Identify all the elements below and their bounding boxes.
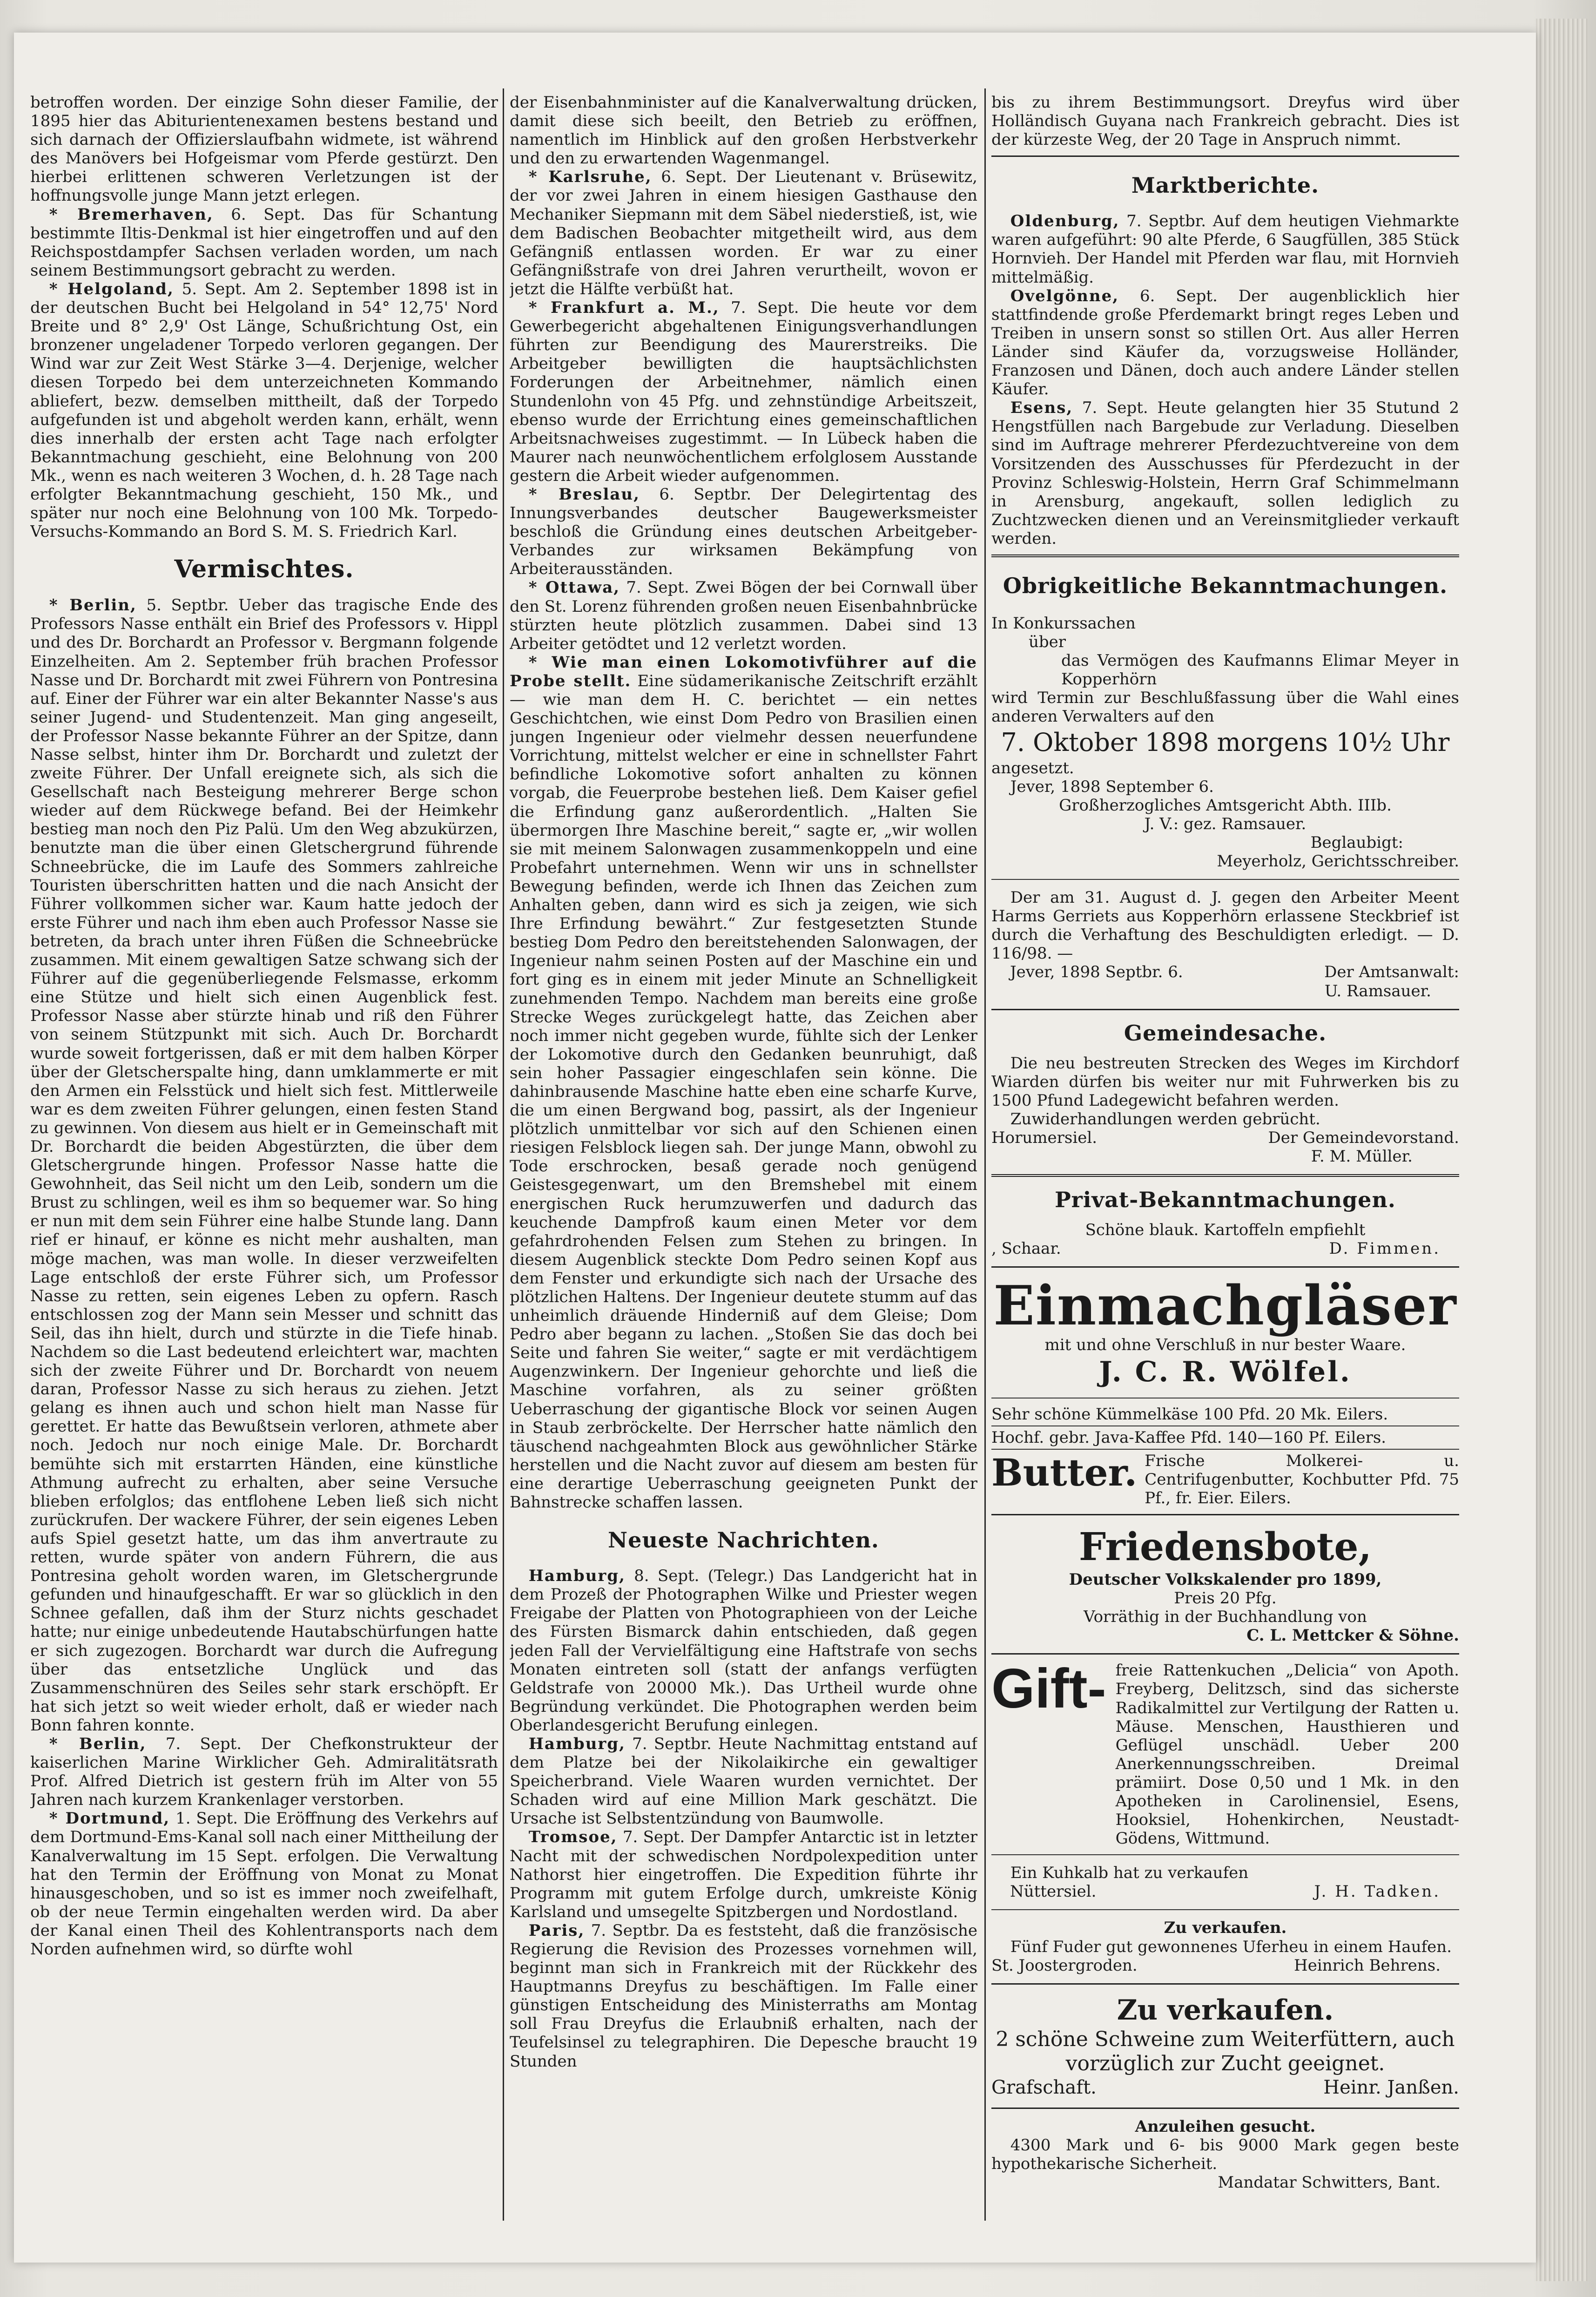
dateline: Hamburg,	[528, 1567, 626, 1586]
dateline: Paris,	[528, 1921, 585, 1940]
notice-gemeinde	[991, 1052, 1459, 1168]
ad-place: St. Joostergroden.	[991, 1956, 1138, 1975]
divider	[991, 155, 1459, 157]
notice-date: 7. Oktober 1898 morgens 10½ Uhr	[1001, 727, 1450, 757]
article-text: 7. Septbr. Heute Nachmittag entstand auf dem Platze bei der Nikolaikirche ein gewaltiger Speicherbrand. Viele Waaren wurden vernichtet. Der Schaden wird auf eine Million Mark geschätzt. Die Ursache ist Selbstentzündung von Baumwolle.	[510, 1734, 977, 1828]
column-rule-left	[503, 88, 504, 2221]
ad-friedensbote	[991, 1522, 1459, 1647]
divider	[991, 1854, 1459, 1855]
notice-line: Meyerholz, Gerichtsschreiber.	[1217, 852, 1459, 871]
divider	[991, 1009, 1459, 1010]
section-heading-obrigkeitliche: Obrigkeitliche Bekanntmachungen.	[1003, 573, 1448, 598]
article-karlsruhe	[510, 168, 977, 298]
notice-konkurs	[991, 612, 1459, 872]
notice-line: In Konkurssachen	[991, 614, 1136, 633]
dateline: * Karlsruhe,	[528, 168, 652, 187]
article-text: 6. Septbr. Der Delegirtentag des Innungsverbandes deutscher Baugewerksmeister beschloß die Gründung eines deutschen Arbeitgeber-Verbandes zur wirksamen Bekämpfung von Arbeiterausständen.	[510, 485, 977, 579]
notice-line: Großherzogliches Amtsgericht Abth. IIIb.	[1059, 796, 1392, 815]
ad-title: Zu verkaufen.	[1164, 1919, 1287, 1938]
ad-title: Zu verkaufen.	[1117, 1993, 1334, 2027]
article-title: * Wie man einen Lokomotivführer auf die Probe stellt.	[510, 653, 977, 690]
ad-name: Heinr. Janßen.	[1323, 2076, 1459, 2098]
article-hamburg	[510, 1567, 977, 1735]
ad-kuhkalb	[991, 1862, 1459, 1903]
ad-place: , Schaar.	[991, 1239, 1061, 1258]
column-rule-right	[984, 88, 986, 2221]
ad-text: 4300 Mark und 6- bis 9000 Mark gegen beste hypothekarische Sicherheit.	[991, 2135, 1459, 2173]
article-intro: bis zu ihrem Bestimmungsort. Dreyfus wird über Holländisch Guyana nach Frankreich gebracht. Dies ist der kürzeste Weg, der 20 Tage in Anspruch nimmt.	[991, 93, 1459, 149]
dateline: * Frankfurt a. M.,	[528, 298, 720, 318]
ad-text: Fünf Fuder gut gewonnenes Uferheu in einem Haufen.	[1010, 1937, 1452, 1956]
notice-signature: Der Gemeindevorstand.	[1268, 1128, 1459, 1148]
article-text: 1. Sept. Die Eröffnung des Verkehrs auf dem Dortmund-Ems-Kanal soll nach einer Mittheilung der Kanalverwaltung im 15 Sept. erfolgen. Die Verwaltung hat den Termin der Eröffnung von Monat zu Monat hinausgeschoben, und so ist es immer noch zweifelhaft, ob der neue Termin eingehalten werden wird. Da aber der Kanal einen Theil des Kohlentransports nach dem Norden aufnehmen wird, so dürfte wohl	[30, 1809, 498, 1959]
ad-title: Einmachgläser	[993, 1274, 1457, 1338]
notice-steckbrief	[991, 886, 1459, 1002]
ad-title: Gift-	[991, 1657, 1106, 1720]
divider	[991, 1174, 1459, 1177]
notice-line: J. V.: gez. Ramsauer.	[1144, 814, 1306, 833]
article-berlin-2	[30, 1735, 498, 1809]
article-frankfurt	[510, 298, 977, 485]
ad-title: Anzuleihen gesucht.	[1135, 2117, 1316, 2136]
article-text: 7. Sept. Der Chefkonstrukteur der kaiserlichen Marine Wirklicher Geh. Admiralitätsrath Prof. Alfred Dietrich ist gestern früh im Alter von 55 Jahren nach kurzem Krankenlager verstorben.	[30, 1734, 498, 1810]
divider	[991, 1983, 1459, 1985]
ad-place: Grafschaft.	[991, 2076, 1097, 2098]
notice-line: das Vermögen des Kaufmanns Elimar Meyer in Kopperhörn	[1061, 651, 1459, 689]
ad-text: mit und ohne Verschluß in nur bester Waare.	[1044, 1336, 1406, 1355]
article-helgoland	[30, 280, 498, 541]
article-breslau	[510, 485, 977, 578]
dateline: Hamburg,	[528, 1734, 626, 1753]
article-text: 7. Sept. Zwei Bögen der bei Cornwall über den St. Lorenz führenden großen neuen Eisenbahnbrücke stürzten heute plötzlich zusammen. Dabei sind 13 Arbeiter getödtet und 12 verletzt worden.	[510, 578, 977, 653]
divider	[991, 1449, 1459, 1450]
ad-name: J. H. Tadken.	[1314, 1882, 1441, 1901]
notice-line: über	[1029, 633, 1066, 652]
section-heading-neueste-nachrichten: Neueste Nachrichten.	[608, 1527, 879, 1553]
ad-price: Preis 20 Pfg.	[1174, 1589, 1277, 1608]
notice-line: wird Termin zur Beschlußfassung über die Wahl eines anderen Verwalters auf den	[991, 689, 1459, 726]
article-text: 7. Septbr. Auf dem heutigen Viehmarkte waren aufgeführt: 90 alte Pferde, 6 Saugfüllen, 385 Stück Hornvieh. Der Handel mit Pferden war flau, mit Hornvieh mittelmäßig.	[991, 212, 1459, 287]
article-text: 7. Sept. Heute gelangten hier 35 Stutund 2 Hengstfüllen nach Bargebude zur Verladung. Dieselben sind im Auftrage mehrerer Pferdezuchtvereine von dem Vorsitzenden des Ausschusses für Pferdezucht in der Provinz Schleswig-Holstein, Herrn Graf Schimmelmann in Arensburg, angekauft, sollen lediglich zu Zuchtzwecken dienen und an Vereinsmitglieder verkauft werden.	[991, 399, 1459, 548]
article-lokomotive	[510, 653, 977, 1512]
ad-kartoffeln	[991, 1219, 1459, 1260]
article-paris	[510, 1921, 977, 2071]
divider	[991, 554, 1459, 557]
divider	[991, 1514, 1459, 1515]
column-2	[510, 93, 977, 2221]
dateline: Ovelgönne,	[1010, 286, 1119, 305]
notice-signature: F. M. Müller.	[1311, 1147, 1413, 1166]
ad-title: Friedensbote,	[1078, 1524, 1372, 1569]
article-ovelgoenne	[991, 287, 1459, 399]
ad-anleihen	[991, 2115, 1459, 2194]
article-text: 8. Sept. (Telegr.) Das Landgericht hat in dem Prozeß der Photographen Wilke und Priester wegen Freigabe der Platten von Photographieen von der Leiche des Fürsten Bismarck dahin entschieden, daß gegen jeden Fall der Vervielfältigung eine Haftstrafe von sechs Monaten eintreten soll (statt der anfangs verfügten Geldstrafe von 20000 Mk.). Das Urtheil wurde ohne Begründung verkündet. Die Photographen werden beim Oberlandesgericht Berufung einlegen.	[510, 1567, 977, 1735]
ad-text: freie Rattenkuchen „Delicia“ von Apoth. Freyberg, Delitzsch, sind das sicherste Radikalmittel zur Vertilgung der Ratten u. Mäuse. Menschen, Hausthieren und Geflügel unschädl. Ueber 200 Anerkennungsschreiben. Dreimal prämiirt. Dose 0,50 und 1 Mk. in den Apotheken in Carolinensiel, Esens, Hooksiel, Hohenkirchen, Neustadt-Gödens, Wittmund.	[1115, 1661, 1459, 1848]
ad-kaese: Sehr schöne Kümmelkäse 100 Pfd. 20 Mk. Eilers.	[991, 1405, 1388, 1424]
article-text: Eine südamerikanische Zeitschrift erzählt — wie man dem H. C. berichtet — ein nettes Geschichtchen, wie einst Dom Pedro von Brasilien einen jungen Ingenieur oder vielmehr dessen neuerfundene Vorrichtung, mittelst welcher er eine in schnellster Fahrt befindliche Lokomotive sofort anhalten zu können vorgab, die Feuerprobe bestehen ließ. Dem Kaiser gefiel die Erfindung ganz außerordentlich. „Halten Sie übermorgen Ihre Maschine bereit,“ sagte er, „wir wollen sie mit meinem Salonwagen zusammenkoppeln und eine Probefahrt unternehmen. Wenn wir uns in schnellster Bewegung befinden, werde ich Ihnen das Zeichen zum Anhalten geben, dann wird es sich ja zeigen, wie sich Ihre Erfindung bewährt.“ Zur festgesetzten Stunde bestieg Dom Pedro den bereitstehenden Salonwagen, der Ingenieur nahm seinen Posten auf der Maschine ein und fort ging es in einem mit jeder Minute an Schnelligkeit zunehmenden Tempo. Nachdem man bereits eine große Strecke Weges zurückgelegt hatte, das Zeichen aber noch immer nicht gegeben wurde, fühlte sich der Lenker der Lokomotive durch den Gedanken beunruhigt, daß sein hoher Passagier eingeschlafen sein könne. Die dahinbrausende Maschine hatte eben eine scharfe Kurve, die um einen Bergwand bog, passirt, als der Ingenieur plötzlich unmittelbar vor sich auf den Schienen einen riesigen Felsblock liegen sah. Der junge Mann, obwohl zu Tode erschrocken, besaß gerade noch genügend Geistesgegenwart, um den Bremshebel mit einem energischen Ruck herumzuwerfen und dadurch das keuchende Dampfroß kaum einen Meter vor dem gefahrdrohenden Felsen zum Stehen zu bringen. In diesem Augenblick steckte Dom Pedro seinen Kopf aus dem Fenster und erkundigte sich nach der Ursache des plötzlichen Haltens. Der Ingenieur deutete stumm auf das unheimlich dräuende Hinderniß auf dem Gleise; Dom Pedro aber begann zu lachen. „Stoßen Sie das doch bei Seite und fahren Sie weiter,“ sagte er mit verdächtigem Augenzwinkern. Der Ingenieur gehorchte und ließ die Maschine vorfahren, als zu seiner größten Ueberraschung der gigantische Block vor seinen Augen in Staub zerbröckelte. Der Herrscher hatte nämlich den täuschend nachgeahmten Block aus gewöhnlicher Stärke herstellen und die Nacht zuvor auf diesem am besten für eine derartige Ueberraschung geeigneten Punkt der Bahnstrecke schaffen lassen.	[510, 671, 977, 1512]
ad-text: Frische Molkerei- u. Centrifugenbutter, Kochbutter Pfd. 75 Pf., fr. Eier. Eilers.	[1145, 1451, 1459, 1507]
article-text: 7. Septbr. Da es feststeht, daß die französische Regierung die Revision des Prozesses vornehmen will, beginnt man sich in Frankreich mit der Rückkehr des Hauptmanns Dreyfus zu beschäftigen. Im Falle einer günstigen Entscheidung des Ministerraths am Montag soll Frau Dreyfus die Erlaubniß erhalten, nach der Teufelsinsel zu telegraphiren. Die Depesche braucht 19 Stunden	[510, 1921, 977, 2071]
notice-signature: U. Ramsauer.	[1324, 981, 1431, 1000]
divider	[991, 1266, 1459, 1268]
article-text: 5. Sept. Am 2. September 1898 ist in der deutschen Bucht bei Helgoland in 54° 12,75' Nord Breite und 8° 2,9' Ost Länge, Schußrichtung Ost, ein bronzener ungeladener Torpedo verloren gegangen. Der Wind war zur Zeit West Stärke 3—4. Derjenige, welcher diesen Torpedo bei dem unterzeichneten Kommando abliefert, bezw. demselben mittheilt, daß der Torpedo aufgefunden ist und abgeholt werden kann, erhält, wenn dies innerhalb der ersten acht Tage nach erfolgter Bekanntmachung geschieht, eine Belohnung von 200 Mk., wenn es nach weiteren 3 Wochen, d. h. 28 Tage nach erfolgter Bekanntmachung geschieht, 150 Mk., und später nur noch eine Belohnung von 100 Mk. Torpedo-Versuchs-Kommando an Bord S. M. S. Friedrich Karl.	[30, 279, 498, 541]
divider	[991, 2108, 1459, 2109]
section-heading-marktberichte: Marktberichte.	[1131, 173, 1320, 198]
ad-firm: C. L. Mettcker & Söhne.	[1246, 1626, 1459, 1645]
notice-place: Horumersiel.	[991, 1128, 1098, 1148]
divider	[991, 1653, 1459, 1655]
article-ottawa	[510, 578, 977, 653]
column-1	[30, 93, 498, 2221]
ad-text: Schöne blauk. Kartoffeln empfiehlt	[1085, 1221, 1366, 1240]
ad-title: Butter.	[991, 1450, 1138, 1494]
article-text: 6. Sept. Der Lieutenant v. Brüsewitz, der vor zwei Jahren in einem hiesigen Gasthause den Mechaniker Siepmann mit dem Säbel niederstieß, ist, wie dem Badischen Beobachter mitgetheilt wird, aus dem Gefängniß entlassen worden. Er war zu einer Gefängnißstrafe von drei Jahren verurtheilt, wovon er jetzt die Hälfte verbüßt hat.	[510, 168, 977, 298]
ad-name: Heinrich Behrens.	[1294, 1956, 1441, 1975]
article-tromsoe	[510, 1828, 977, 1921]
article-oldenburg	[991, 212, 1459, 286]
notice-text: Der am 31. August d. J. gegen den Arbeiter Meent Harms Gerriets aus Kopperhörn erlassene Steckbrief ist durch die Verhaftung des Beschuldigten erledigt. — D. 116/98. —	[991, 888, 1459, 963]
divider	[991, 879, 1459, 880]
article-text: 7. Sept. Der Dampfer Antarctic ist in letzter Nacht mit der schwedischen Nordpolexpedition unter Nathorst hier eingetroffen. Die Expedition führte ihr Programm mit gutem Erfolge durch, umkreiste König Karlsland und umsegelte Spitzbergen und Nordostland.	[510, 1828, 977, 1921]
ad-name: D. Fimmen.	[1329, 1239, 1441, 1258]
divider	[991, 1425, 1459, 1426]
ad-subtitle: Deutscher Volkskalender pro 1899,	[1069, 1570, 1382, 1589]
dateline: * Helgoland,	[49, 279, 174, 298]
notice-text: Zuwiderhandlungen werden gebrücht.	[1010, 1109, 1320, 1128]
ad-gift	[991, 1657, 1459, 1848]
article-esens	[991, 399, 1459, 548]
article-text: 6. Sept. Der augenblicklich hier stattfindende große Pferdemarkt bringt reges Leben und Treiben in unsern sonst so stillen Ort. Aus aller Herren Länder sind Käufer da, vorzugsweise Holländer, Franzosen und Dänen, doch auch andere Länder stellen Käufer.	[991, 286, 1459, 399]
dateline: Tromsoe,	[528, 1828, 618, 1847]
section-heading-gemeindesache: Gemeindesache.	[1124, 1020, 1327, 1046]
ad-kaffee: Hochf. gebr. Java-Kaffee Pfd. 140—160 Pf. Eilers.	[991, 1428, 1387, 1447]
notice-line: Jever, 1898 September 6.	[1010, 777, 1214, 796]
ad-einmachglaeser	[991, 1274, 1459, 1391]
dateline: * Ottawa,	[528, 578, 620, 597]
notice-date: Jever, 1898 Septbr. 6.	[1010, 963, 1183, 982]
dateline: * Bremerhaven,	[49, 205, 214, 224]
ad-text: Ein Kuhkalb hat zu verkaufen	[1010, 1864, 1249, 1883]
divider	[991, 1909, 1459, 1910]
ad-place: Nüttersiel.	[1010, 1882, 1097, 1901]
notice-line: Beglaubigt:	[1310, 833, 1403, 852]
page-edge-strips	[1536, 19, 1587, 2281]
article-berlin	[30, 596, 498, 1735]
dateline: * Dortmund,	[49, 1809, 170, 1828]
notice-line: angesetzt.	[991, 758, 1074, 777]
ad-firm: J. C. R. Wölfel.	[1099, 1355, 1352, 1388]
ad-schweine	[991, 1991, 1459, 2101]
dateline: * Breslau,	[528, 485, 640, 504]
article-dortmund	[30, 1809, 498, 1959]
ad-butter	[991, 1452, 1459, 1507]
dateline: * Berlin,	[49, 596, 137, 615]
dateline: Esens,	[1010, 399, 1073, 418]
article-intro: der Eisenbahnminister auf die Kanalverwaltung drücken, damit diese sich beeilt, den Betrieb zu eröffnen, namentlich im Hinblick auf den großen Herbstverkehr und den zu erwartenden Wagenmangel.	[510, 93, 977, 168]
ad-uferheu	[991, 1917, 1459, 1976]
notice-signature: Der Amtsanwalt:	[1324, 963, 1459, 982]
article-text: 7. Sept. Die heute vor dem Gewerbegericht abgehaltenen Einigungsverhandlungen führten zur Beendigung des Maurerstreiks. Die Arbeitgeber bewilligten die hauptsächlichsten Forderungen der Arbeitnehmer, nämlich einen Stundenlohn von 45 Pfg. und zehnstündige Arbeitszeit, ebenso wurde der Errichtung eines gemeinschaftlichen Arbeitsnachweises zugestimmt. — In Lübeck haben die Maurer nach neunwöchentlichem erfolglosem Ausstande gestern die Arbeit wieder aufgenommen.	[510, 298, 977, 485]
article-hamburg-2	[510, 1735, 977, 1828]
article-intro: betroffen worden. Der einzige Sohn dieser Familie, der 1895 hier das Abiturientenexamen bestens bestand und sich darnach der Offizierslaufbahn widmete, ist während des Manövers bei Hofgeismar vom Pferde gestürzt. Den hierbei erlittenen schweren Verletzungen ist der hoffnungsvolle junge Mann jetzt erlegen.	[30, 93, 498, 205]
ad-signature: Mandatar Schwitters, Bant.	[1218, 2173, 1441, 2192]
column-3	[991, 93, 1459, 2221]
ad-text: 2 schöne Schweine zum Weiterfüttern, auch vorzüglich zur Zucht geeignet.	[996, 2027, 1455, 2075]
article-text: 5. Septbr. Ueber das tragische Ende des Professors Nasse enthält ein Brief des Professors v. Hippl und des Dr. Borchardt an Professor v. Bergmann folgende Einzelheiten. Am 2. September früh brachen Professor Nasse und Dr. Borchardt mit zwei Führern von Pontresina auf. Einer der Führer war ein alter Bekannter Nasse's aus seiner Jugend- und Studentenzeit. Man ging angeseilt, der Professor Nasse bekannte Führer an der Spitze, dann Nasse selbst, hinter ihm Dr. Borchardt und zuletzt der zweite Führer. Der Unfall ereignete sich, als sich die Gesellschaft nach Besteigung mehrerer Berge schon wieder auf dem Rückwege befand. Bei der Heimkehr bestieg man noch den Piz Palü. Um den Weg abzukürzen, benutzte man die über einen Gletschergrund führende Schneebrücke, die im Laufe des Sommers zahlreiche Touristen überschritten hatten und die nach Ansicht der Führer vollkommen sicher war. Kaum hatte jedoch der erste Führer und nach ihm eben auch Professor Nasse sie betreten, da brach unter ihren Füßen die Schneebrücke zusammen. Mit einem gewaltigen Satze schwang sich der Führer auf die gegenüberliegende Felsmasse, erkomm eine Stütze und hielt sich einen Augenblick fest. Professor Nasse aber stürzte hinab und riß den Führer von seinem Stützpunkt mit sich. Auch Dr. Borchardt wurde soweit fortgerissen, daß er mit dem halben Körper über der Gletscherspalte hing, dann umklammerte er mit den Armen ein Felsstück und hielt sich fest. Mittlerweile war es dem zweiten Führer gelungen, einen festen Stand zu gewinnen. Von diesem aus hielt er in Gemeinschaft mit Dr. Borchardt die beiden Abgestürzten, die über dem Gletschergrunde hingen. Professor Nasse hatte die Gewohnheit, das Seil nicht um den Leib, sondern um die Brust zu schlingen, weil es ihm so bequemer war. So hing er nun mit dem sein Führer eine halbe Stunde lang. Dann rief er hinauf, er könne es nicht mehr aushalten, man möge machen, was man wolle. In dieser verzweifelten Lage entschloß der erste Führer sich, um Professor Nasse zu retten, sein eigenes Leben zu opfern. Rasch entschlossen zog der Mann sein Messer und schnitt das Seil, das ihn hielt, durch und stürzte in die Tiefe hinab. Nachdem so die Last bedeutend erleichtert war, machten sich der zweite Führer und Dr. Borchardt von neuem daran, Professor Nasse zu sich heraus zu ziehen. Jetzt gelang es ihnen auch und schon hielt man Nasse für gerettet. Er hatte das Bewußtsein verloren, athmete aber noch. Jedoch nur noch einige Male. Dr. Borchardt bemühte sich mit erstarrten Händen, eine künstliche Athmung aufrecht zu erhalten, aber seine Versuche blieben erfolglos; das entflohene Leben ließ sich nicht zurückrufen. Der wackere Führer, der sein eigenes Leben aufs Spiel gesetzt hatte, um das ihm anvertraute zu retten, wurde später von andern Führern, die aus Pontresina geholt worden waren, im Gletschergrunde gefunden und hinaufgeschafft. Er war so glücklich in den Schnee gefallen, daß ihm der Sturz nichts geschadet hatte; nur einige unbedeutende Hautabschürfungen hatte er sich zugezogen. Borchardt war durch die Aufregung über das entsetzliche Unglück und das Zusammenschnüren des Seiles sehr stark erschöpft. Er hat sich jetzt so weit wieder erholt, daß er wieder nach Bonn fahren konnte.	[30, 596, 498, 1735]
dateline: * Berlin,	[49, 1734, 147, 1753]
section-heading-privat: Privat-Bekanntmachungen.	[1055, 1187, 1396, 1213]
article-bremerhaven	[30, 205, 498, 280]
notice-text: Die neu bestreuten Strecken des Weges im Kirchdorf Wiarden dürfen bis weiter nur mit Fuhrwerken bis zu 1500 Pfund Ladegewicht befahren werden.	[991, 1054, 1459, 1110]
dateline: Oldenburg,	[1010, 212, 1120, 231]
ad-text: Vorräthig in der Buchhandlung von	[1084, 1608, 1367, 1627]
article-text: 6. Sept. Das für Schantung bestimmte Iltis-Denkmal ist hier eingetroffen und auf den Reichspostdampfer Sachsen verladen worden, um nach seinem Bestimmungsort gebracht zu werden.	[30, 205, 498, 280]
section-heading-vermischtes: Vermischtes.	[174, 555, 354, 584]
